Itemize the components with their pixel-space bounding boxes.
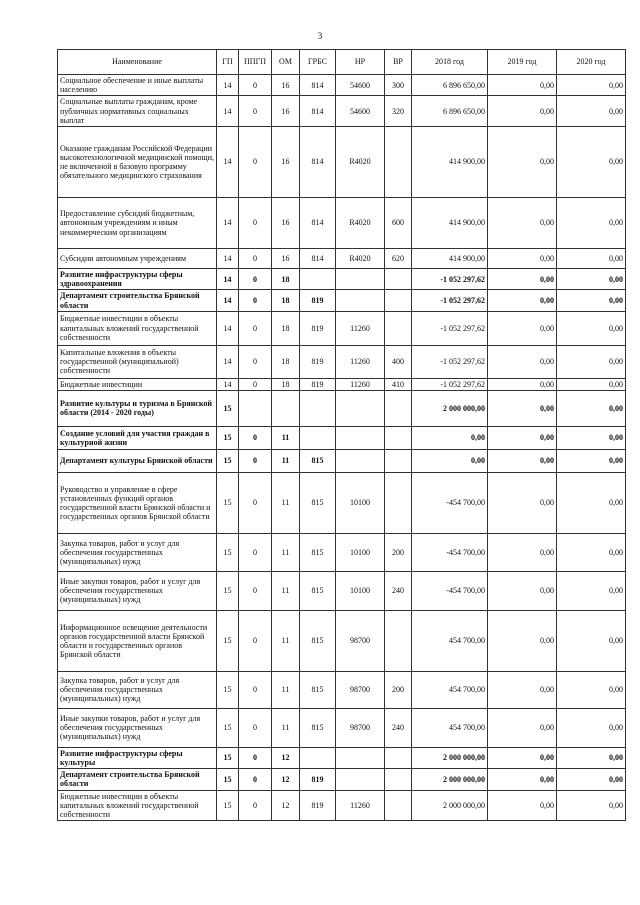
amount-2018-cell: 414 900,00 [412,126,488,197]
amount-2019-cell: 0,00 [488,671,557,708]
amount-2018-cell: -1 052 297,62 [412,345,488,378]
amount-2018-cell: 414 900,00 [412,248,488,268]
table-row [58,449,626,472]
gp-cell: 15 [217,708,239,747]
row-name-cell: Субсидии автономным учреждениям [58,248,217,268]
grbs-cell: 819 [300,290,336,311]
amount-2018-cell: 6 896 650,00 [412,75,488,96]
vr-cell [385,747,412,768]
vr-cell [385,449,412,472]
gp-cell: 15 [217,533,239,571]
row-name-cell: Развитие инфраструктуры сферы здравоохранения [58,268,217,289]
table-row [58,708,626,747]
ppgp-cell: 0 [239,533,272,571]
row-name-cell: Создание условий для участия граждан в культурной жизни [58,426,217,449]
table-row [58,610,626,671]
amount-2020-cell: 0,00 [557,311,626,345]
amount-2018-cell: 6 896 650,00 [412,96,488,127]
om-cell: 16 [272,248,300,268]
ppgp-cell: 0 [239,610,272,671]
ppgp-cell: 0 [239,571,272,610]
amount-2020-cell: 0,00 [557,378,626,390]
nr-cell: 54600 [336,75,385,96]
vr-cell [385,769,412,790]
vr-cell: 200 [385,533,412,571]
row-name-cell: Закупка товаров, работ и услуг для обеспечения государственных (муниципальных) нужд [58,533,217,571]
amount-2019-cell: 0,00 [488,472,557,533]
vr-cell: 320 [385,96,412,127]
amount-2020-cell: 0,00 [557,75,626,96]
om-cell: 12 [272,790,300,821]
table-row [58,571,626,610]
nr-cell: 98700 [336,671,385,708]
grbs-cell: 815 [300,449,336,472]
column-header: НР [336,50,385,75]
amount-2020-cell: 0,00 [557,708,626,747]
nr-cell: 11260 [336,311,385,345]
om-cell: 11 [272,571,300,610]
nr-cell: R4020 [336,126,385,197]
row-name-cell: Иные закупки товаров, работ и услуг для обеспечения государственных (муниципальных) нужд [58,708,217,747]
amount-2019-cell: 0,00 [488,345,557,378]
row-name-cell: Бюджетные инвестиции в объекты капитальных вложений государственной собственности [58,311,217,345]
nr-cell: R4020 [336,248,385,268]
om-cell: 16 [272,197,300,248]
vr-cell [385,390,412,426]
amount-2018-cell: 454 700,00 [412,671,488,708]
amount-2018-cell: 2 000 000,00 [412,769,488,790]
amount-2018-cell: 2 000 000,00 [412,790,488,821]
column-header: 2020 год [557,50,626,75]
table-row [58,290,626,311]
nr-cell: 10100 [336,571,385,610]
row-name-cell: Бюджетные инвестиции в объекты капитальных вложений государственной собственности [58,790,217,821]
row-name-cell: Оказание гражданам Российской Федерации высокотехнологичной медицинской помощи, не включенной в базовую программу обязательного медицинского страхования [58,126,217,197]
amount-2018-cell: 454 700,00 [412,708,488,747]
om-cell: 11 [272,449,300,472]
column-header: 2018 год [412,50,488,75]
ppgp-cell: 0 [239,378,272,390]
table-row [58,197,626,248]
om-cell: 16 [272,96,300,127]
nr-cell: 98700 [336,610,385,671]
amount-2018-cell: -1 052 297,62 [412,268,488,289]
om-cell: 11 [272,472,300,533]
om-cell: 11 [272,426,300,449]
nr-cell: 98700 [336,708,385,747]
amount-2018-cell: 0,00 [412,449,488,472]
table-row [58,96,626,127]
amount-2020-cell: 0,00 [557,390,626,426]
vr-cell: 400 [385,345,412,378]
amount-2018-cell: 2 000 000,00 [412,747,488,768]
amount-2020-cell: 0,00 [557,290,626,311]
amount-2020-cell: 0,00 [557,126,626,197]
row-name-cell: Социальное обеспечение и иные выплаты населению [58,75,217,96]
gp-cell: 14 [217,96,239,127]
amount-2018-cell: -454 700,00 [412,472,488,533]
row-name-cell: Капитальные вложения в объекты государственной (муниципальной) собственности [58,345,217,378]
nr-cell [336,290,385,311]
amount-2019-cell: 0,00 [488,96,557,127]
table-row [58,426,626,449]
vr-cell: 240 [385,708,412,747]
ppgp-cell: 0 [239,248,272,268]
grbs-cell: 819 [300,790,336,821]
vr-cell [385,426,412,449]
grbs-cell: 815 [300,610,336,671]
amount-2019-cell: 0,00 [488,290,557,311]
grbs-cell: 814 [300,96,336,127]
table-row [58,747,626,768]
grbs-cell: 819 [300,769,336,790]
grbs-cell: 815 [300,671,336,708]
column-header: ГРБС [300,50,336,75]
table-body [58,75,626,821]
amount-2018-cell: -1 052 297,62 [412,378,488,390]
row-name-cell: Департамент строительства Брянской области [58,290,217,311]
amount-2019-cell: 0,00 [488,533,557,571]
amount-2020-cell: 0,00 [557,426,626,449]
row-name-cell: Департамент культуры Брянской области [58,449,217,472]
amount-2018-cell: -454 700,00 [412,571,488,610]
vr-cell: 240 [385,571,412,610]
amount-2020-cell: 0,00 [557,747,626,768]
column-header: 2019 год [488,50,557,75]
amount-2020-cell: 0,00 [557,345,626,378]
amount-2019-cell: 0,00 [488,248,557,268]
page-number: 3 [317,31,323,41]
amount-2020-cell: 0,00 [557,790,626,821]
gp-cell: 15 [217,449,239,472]
amount-2018-cell: 454 700,00 [412,610,488,671]
ppgp-cell: 0 [239,345,272,378]
row-name-cell: Иные закупки товаров, работ и услуг для обеспечения государственных (муниципальных) нужд [58,571,217,610]
amount-2019-cell: 0,00 [488,126,557,197]
grbs-cell [300,268,336,289]
grbs-cell [300,390,336,426]
amount-2020-cell: 0,00 [557,268,626,289]
om-cell: 16 [272,75,300,96]
row-name-cell: Департамент строительства Брянской области [58,769,217,790]
nr-cell [336,268,385,289]
om-cell: 11 [272,708,300,747]
row-name-cell: Социальные выплаты гражданам, кроме публичных нормативных социальных выплат [58,96,217,127]
grbs-cell [300,747,336,768]
nr-cell [336,390,385,426]
table-row [58,126,626,197]
ppgp-cell: 0 [239,708,272,747]
amount-2019-cell: 0,00 [488,449,557,472]
vr-cell [385,290,412,311]
table-row [58,345,626,378]
row-name-cell: Информационное освещение деятельности органов государственной власти Брянской области и государственных органов Брянской области [58,610,217,671]
amount-2018-cell: 414 900,00 [412,197,488,248]
gp-cell: 15 [217,426,239,449]
ppgp-cell: 0 [239,769,272,790]
amount-2020-cell: 0,00 [557,96,626,127]
ppgp-cell: 0 [239,96,272,127]
amount-2020-cell: 0,00 [557,571,626,610]
amount-2019-cell: 0,00 [488,790,557,821]
vr-cell: 200 [385,671,412,708]
ppgp-cell: 0 [239,290,272,311]
table-row [58,390,626,426]
nr-cell: 11260 [336,345,385,378]
table-row [58,378,626,390]
amount-2019-cell: 0,00 [488,747,557,768]
gp-cell: 15 [217,671,239,708]
om-cell: 18 [272,345,300,378]
vr-cell [385,790,412,821]
nr-cell: 11260 [336,378,385,390]
nr-cell [336,769,385,790]
table-row [58,311,626,345]
amount-2018-cell: -1 052 297,62 [412,290,488,311]
grbs-cell: 815 [300,472,336,533]
gp-cell: 14 [217,311,239,345]
column-header: ВР [385,50,412,75]
nr-cell: 10100 [336,533,385,571]
om-cell [272,390,300,426]
column-header: Наименование [58,50,217,75]
table-row [58,248,626,268]
ppgp-cell: 0 [239,790,272,821]
nr-cell [336,747,385,768]
gp-cell: 14 [217,268,239,289]
amount-2019-cell: 0,00 [488,268,557,289]
om-cell: 11 [272,671,300,708]
nr-cell: 10100 [336,472,385,533]
row-name-cell: Развитие инфраструктуры сферы культуры [58,747,217,768]
grbs-cell [300,426,336,449]
amount-2018-cell: -454 700,00 [412,533,488,571]
gp-cell: 15 [217,472,239,533]
table-row [58,472,626,533]
vr-cell [385,268,412,289]
gp-cell: 14 [217,378,239,390]
grbs-cell: 814 [300,75,336,96]
table-row [58,790,626,821]
amount-2019-cell: 0,00 [488,769,557,790]
ppgp-cell: 0 [239,268,272,289]
nr-cell: R4020 [336,197,385,248]
grbs-cell: 819 [300,378,336,390]
amount-2019-cell: 0,00 [488,571,557,610]
amount-2019-cell: 0,00 [488,378,557,390]
table-row [58,75,626,96]
om-cell: 18 [272,311,300,345]
vr-cell [385,311,412,345]
amount-2020-cell: 0,00 [557,671,626,708]
om-cell: 12 [272,769,300,790]
nr-cell [336,449,385,472]
vr-cell: 300 [385,75,412,96]
grbs-cell: 819 [300,311,336,345]
om-cell: 11 [272,533,300,571]
amount-2019-cell: 0,00 [488,75,557,96]
amount-2020-cell: 0,00 [557,472,626,533]
gp-cell: 15 [217,790,239,821]
amount-2018-cell: -1 052 297,62 [412,311,488,345]
grbs-cell: 815 [300,533,336,571]
amount-2018-cell: 0,00 [412,426,488,449]
row-name-cell: Предоставление субсидий бюджетным, автономным учреждениям и иным некоммерческим организациям [58,197,217,248]
vr-cell: 600 [385,197,412,248]
om-cell: 12 [272,747,300,768]
om-cell: 16 [272,126,300,197]
gp-cell: 15 [217,571,239,610]
table-row [58,533,626,571]
amount-2019-cell: 0,00 [488,311,557,345]
column-header: ГП [217,50,239,75]
ppgp-cell: 0 [239,747,272,768]
vr-cell: 410 [385,378,412,390]
column-header: ОМ [272,50,300,75]
ppgp-cell: 0 [239,75,272,96]
table-row [58,268,626,289]
gp-cell: 15 [217,610,239,671]
gp-cell: 15 [217,390,239,426]
row-name-cell: Бюджетные инвестиции [58,378,217,390]
gp-cell: 14 [217,126,239,197]
amount-2020-cell: 0,00 [557,197,626,248]
grbs-cell: 815 [300,708,336,747]
nr-cell: 11260 [336,790,385,821]
amount-2018-cell: 2 000 000,00 [412,390,488,426]
gp-cell: 14 [217,290,239,311]
om-cell: 18 [272,378,300,390]
grbs-cell: 814 [300,197,336,248]
budget-table [57,49,626,821]
amount-2020-cell: 0,00 [557,449,626,472]
om-cell: 18 [272,268,300,289]
ppgp-cell: 0 [239,197,272,248]
row-name-cell: Руководство и управление в сфере установленных функций органов государственной власти Брянской области и государственных органов Брянской области [58,472,217,533]
row-name-cell: Закупка товаров, работ и услуг для обеспечения государственных (муниципальных) нужд [58,671,217,708]
gp-cell: 14 [217,75,239,96]
amount-2019-cell: 0,00 [488,610,557,671]
gp-cell: 14 [217,248,239,268]
row-name-cell: Развитие культуры и туризма в Брянской области (2014 - 2020 годы) [58,390,217,426]
ppgp-cell: 0 [239,311,272,345]
nr-cell [336,426,385,449]
grbs-cell: 814 [300,248,336,268]
column-header: ППГП [239,50,272,75]
vr-cell [385,610,412,671]
ppgp-cell: 0 [239,671,272,708]
vr-cell: 620 [385,248,412,268]
amount-2019-cell: 0,00 [488,708,557,747]
ppgp-cell: 0 [239,126,272,197]
nr-cell: 54600 [336,96,385,127]
amount-2020-cell: 0,00 [557,769,626,790]
ppgp-cell: 0 [239,426,272,449]
grbs-cell: 814 [300,126,336,197]
ppgp-cell: 0 [239,449,272,472]
vr-cell [385,126,412,197]
amount-2020-cell: 0,00 [557,248,626,268]
ppgp-cell: 0 [239,472,272,533]
amount-2020-cell: 0,00 [557,610,626,671]
grbs-cell: 819 [300,345,336,378]
table-row [58,769,626,790]
om-cell: 11 [272,610,300,671]
gp-cell: 14 [217,345,239,378]
table-header-row [58,50,626,75]
amount-2020-cell: 0,00 [557,533,626,571]
om-cell: 18 [272,290,300,311]
gp-cell: 15 [217,769,239,790]
amount-2019-cell: 0,00 [488,197,557,248]
grbs-cell: 815 [300,571,336,610]
amount-2019-cell: 0,00 [488,426,557,449]
vr-cell [385,472,412,533]
gp-cell: 15 [217,747,239,768]
gp-cell: 14 [217,197,239,248]
ppgp-cell [239,390,272,426]
table-row [58,671,626,708]
amount-2019-cell: 0,00 [488,390,557,426]
